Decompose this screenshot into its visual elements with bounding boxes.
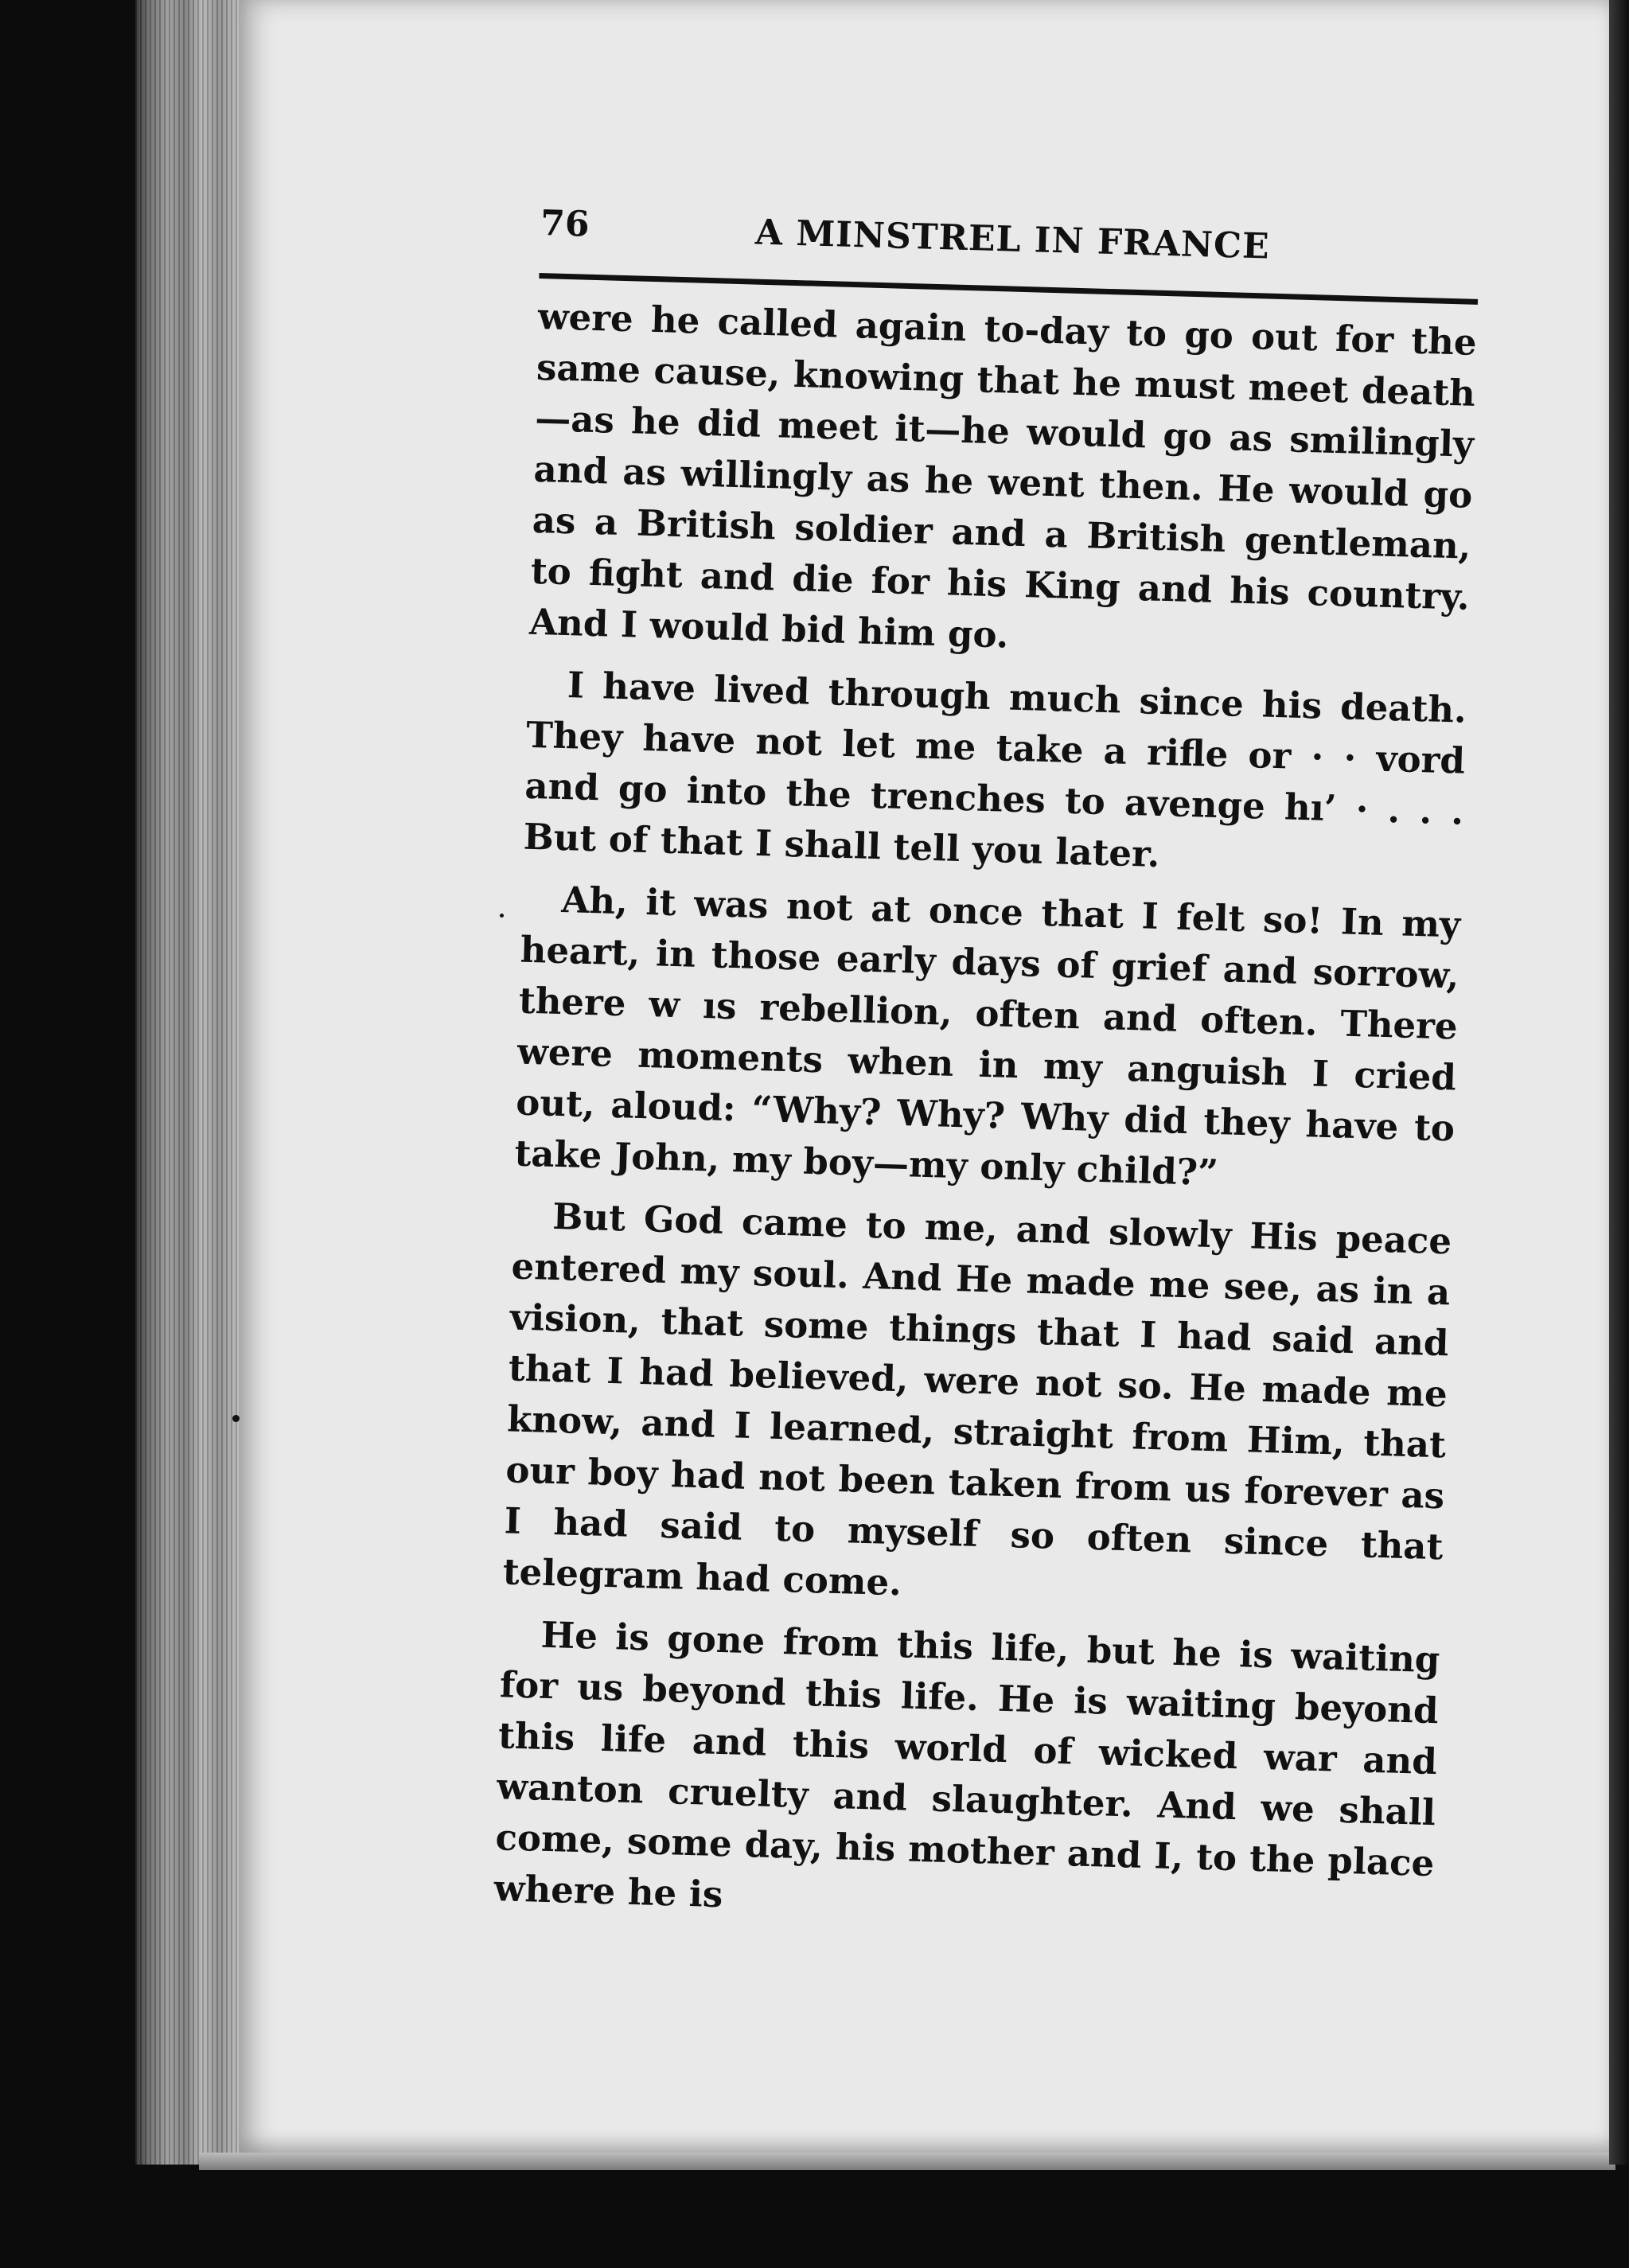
running-title: A MINSTREL IN FRANCE: [754, 212, 1271, 267]
right-shadow: [1609, 0, 1629, 2165]
page-content: [493, 203, 1496, 1952]
page-bottom-edge: [199, 2153, 1615, 2170]
ink-speck: [500, 914, 504, 918]
paragraph-4: But God came to me, and slowly His peace entered my soul. And He made me see, as in a vision, that some things that I had said and that I had believed, were not so. He made me know, and I learned, straight from Him, that our boy had not been taken from us forever as I had said to myself so often since that telegram had come.: [502, 1194, 1452, 1604]
paragraph-2: I have lived through much since his death. They have not let me take a rifle or · · vord and go into the trenches to avenge hı’ · . . . But of that I shall tell you later.: [523, 664, 1467, 876]
paragraph-3: Ah, it was not at once that I felt so! In my heart, in those early days of grief and sorrow, there w ıs rebellion, often and often. There were moments when in my anguish I cried out, aloud: “Why? Why? Why did they have to take John, my boy—my only child?”: [513, 879, 1461, 1194]
paragraph-1: were he called again to-day to go out for the same cause, knowing that he must meet death—as he did meet it—he would go as smilingly and as willingly as he went then. He would go as a British soldier and a British gentleman, to fight and die for his King and his country. And I would bid him go.: [528, 294, 1478, 657]
book-page-edges: [135, 0, 247, 2165]
page-number: 76: [540, 203, 590, 245]
ink-speck: [232, 1415, 240, 1422]
paragraph-5: He is gone from this life, but he is waiting for us beyond this life. He is waiting beyond this life and this world of wicked war and wanton cruelty and slaughter. And we shall come, some day, his mother and I, to the place where he is: [493, 1613, 1441, 1916]
